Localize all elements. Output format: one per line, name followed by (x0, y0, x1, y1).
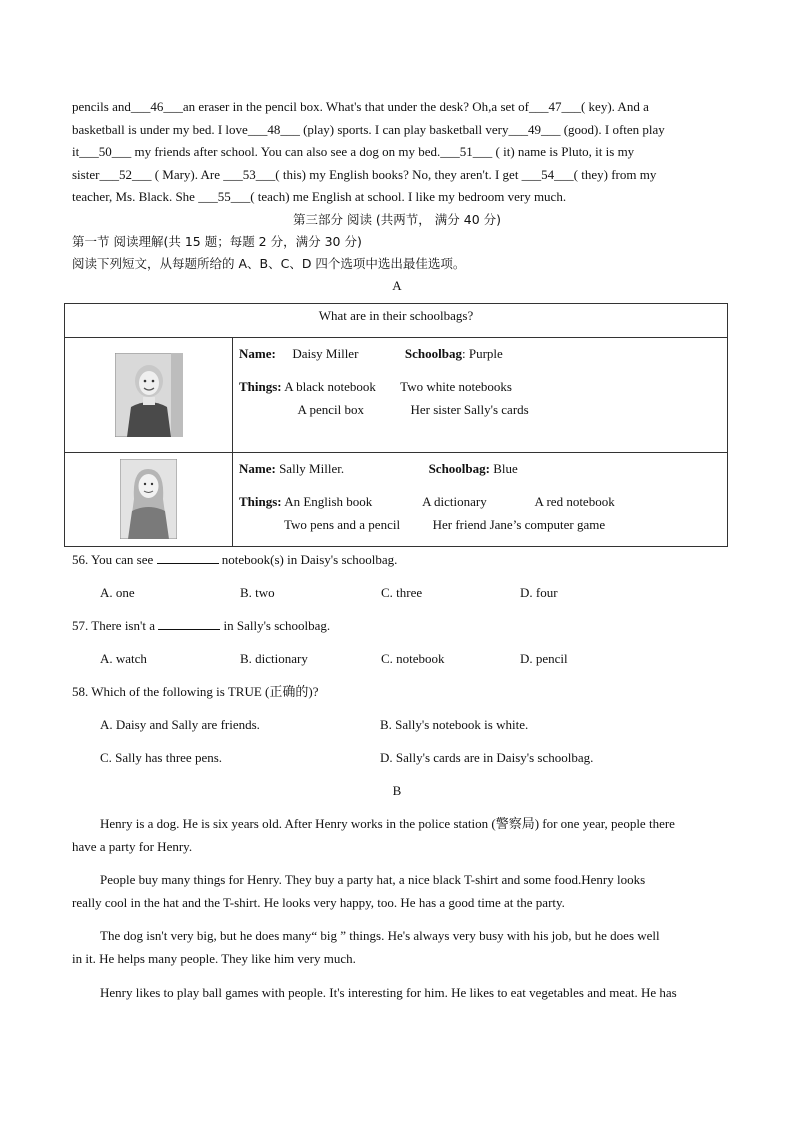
question-57: 57. There isn't a in Sally's schoolbag. (72, 617, 331, 633)
option: C. three (381, 584, 423, 600)
name-label: Name: (239, 345, 276, 361)
passage-b (72, 813, 722, 1004)
sally-photo (120, 459, 177, 539)
cloze-paragraph (72, 96, 722, 209)
option: B. dictionary (240, 650, 308, 666)
passage-line: really cool in the hat and the T-shirt. He looks very happy, too. He has a good time at the party. (72, 894, 565, 910)
option: A. watch (100, 650, 147, 666)
daisy-info (233, 337, 728, 452)
thing-item: Two white notebooks (400, 378, 512, 394)
cloze-line: it___50___ my friends after school. You can also see a dog on my bed.___51___ ( it) name is Pluto, it is my (72, 144, 635, 160)
option: A. one (100, 584, 135, 600)
thing-item: An English book (284, 493, 373, 509)
thing-item: A black notebook (284, 378, 376, 394)
passage-letter-a: A (392, 277, 402, 293)
question-58: 58. Which of the following is TRUE (正确的)? (72, 683, 319, 699)
sally-info (233, 452, 728, 546)
answer-blank (158, 616, 220, 630)
cloze-line: teacher, Ms. Black. She ___55___( teach) me English at school. I like my bedroom very much. (72, 189, 567, 205)
part-title: 第一节 阅读理解(共 15 题；每题 2 分，满分 30 分) (72, 233, 362, 249)
option: B. two (240, 584, 275, 600)
options-58-row1 (72, 714, 722, 736)
passage-letter-b: B (392, 782, 402, 798)
photo-cell (65, 337, 233, 452)
student-name: Daisy Miller (292, 345, 359, 361)
passage-line: Henry is a dog. He is six years old. After Henry works in the police station (警察局) for one year, people there (100, 815, 675, 831)
question-56: 56. You can see notebook(s) in Daisy's schoolbag. (72, 551, 398, 567)
passage-line: have a party for Henry. (72, 838, 193, 854)
things-label: Things: (239, 493, 282, 509)
thing-item: Two pens and a pencil (284, 516, 401, 532)
option: C. notebook (381, 650, 445, 666)
daisy-photo (115, 353, 183, 437)
options-57 (72, 648, 722, 670)
passage-line: The dog isn't very big, but he does many“ big ” things. He's always very busy with his job, but he does well (100, 928, 660, 944)
thing-item: A red notebook (534, 493, 615, 509)
thing-item: Her sister Sally's cards (410, 401, 529, 417)
options-58-row2 (72, 747, 722, 769)
things-label: Things: (239, 378, 282, 394)
schoolbag-color: Blue (489, 460, 518, 476)
option: C. Sally has three pens. (100, 749, 223, 765)
passage-line: Henry likes to play ball games with people. It's interesting for him. He likes to eat vegetables and meat. He has (100, 984, 677, 1000)
answer-blank (157, 550, 219, 564)
option: D. Sally's cards are in Daisy's schoolbag. (380, 749, 594, 765)
option: D. pencil (520, 650, 568, 666)
table-title: What are in their schoolbags? (65, 303, 728, 337)
option: B. Sally's notebook is white. (380, 716, 529, 732)
schoolbag-label: Schoolbag: (428, 460, 490, 476)
schoolbag-table (64, 303, 728, 547)
section-title: 第三部分 阅读 (共两节， 满分 40 分) (292, 211, 502, 227)
thing-item: Her friend Jane’s computer game (432, 516, 606, 532)
passage-line: in it. He helps many people. They like him very much. (72, 950, 356, 966)
thing-item: A dictionary (422, 493, 487, 509)
passage-line: People buy many things for Henry. They buy a party hat, a nice black T-shirt and some food.Henry looks (100, 872, 646, 888)
option: A. Daisy and Sally are friends. (100, 716, 260, 732)
schoolbag-color: : Purple (461, 345, 503, 361)
name-label: Name: (239, 460, 276, 476)
option: D. four (520, 584, 558, 600)
exam-page (72, 96, 722, 1004)
student-name: Sally Miller. (279, 460, 345, 476)
photo-cell (65, 452, 233, 546)
cloze-line: sister___52___ ( Mary). Are ___53___( this) my English books? No, they aren't. I get ___54___( they) from my (72, 166, 657, 182)
instruction: 阅读下列短文，从每题所给的 A、B、C、D 四个选项中选出最佳选项。 (72, 255, 466, 271)
schoolbag-label: Schoolbag (404, 345, 462, 361)
cloze-line: basketball is under my bed. I love___48___ (play) sports. I can play basketball very___49___ (good). I often play (72, 121, 665, 137)
cloze-line: pencils and___46___an eraser in the pencil box. What's that under the desk? Oh,a set of___47___( key). And a (72, 99, 649, 114)
options-56 (72, 582, 722, 604)
thing-item: A pencil box (297, 401, 364, 417)
